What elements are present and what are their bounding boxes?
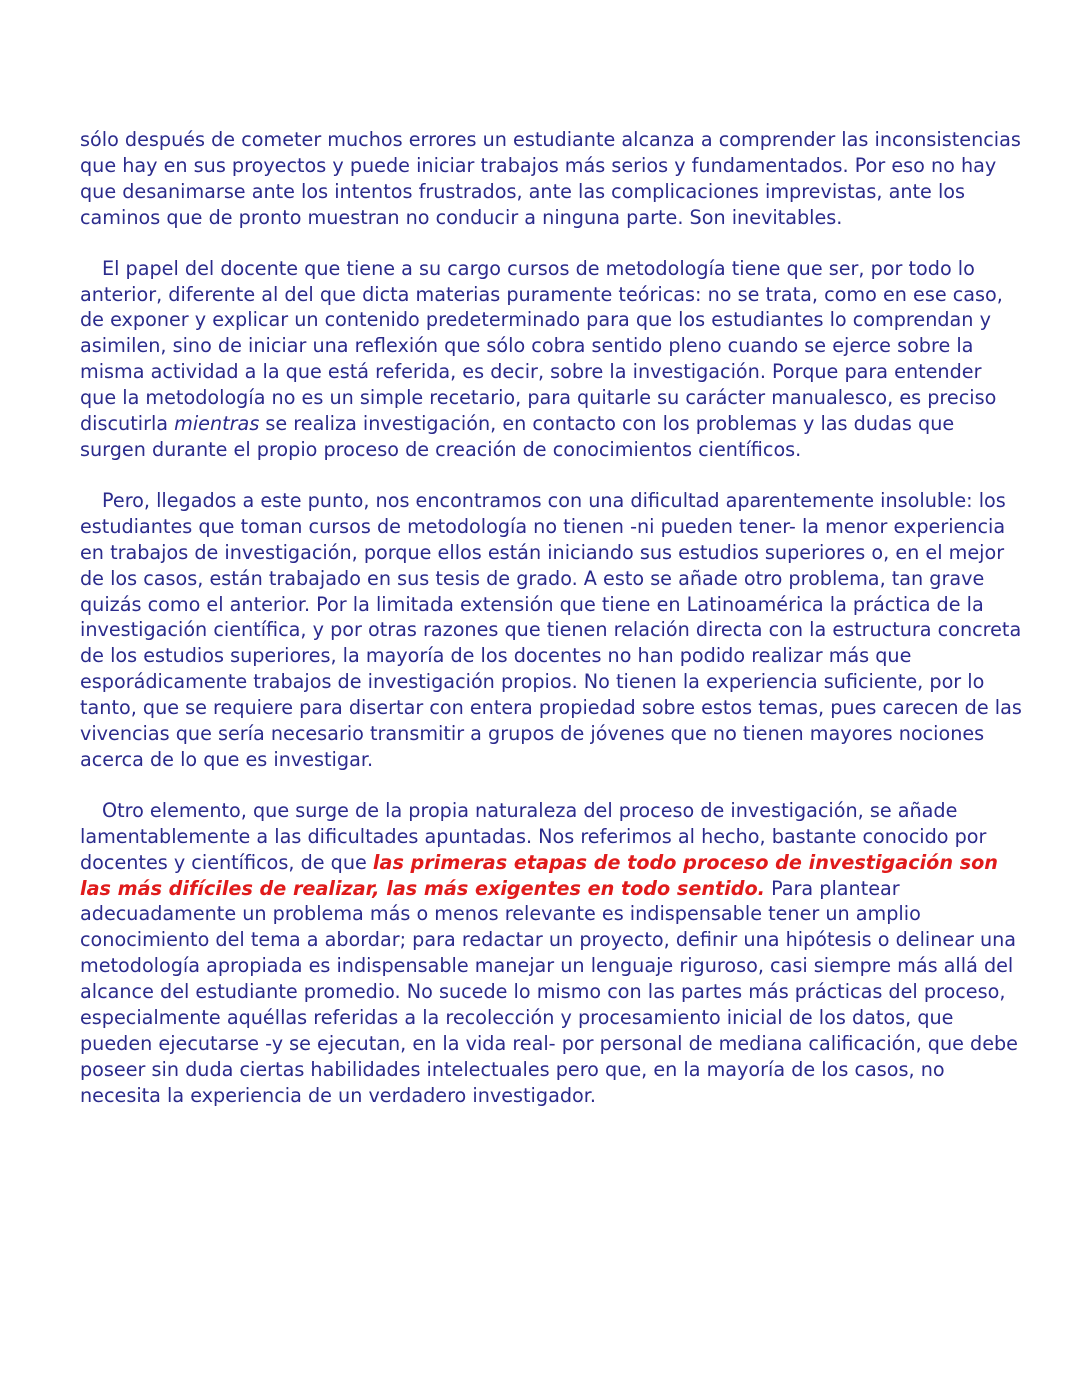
paragraph-3-text: Pero, llegados a este punto, nos encontramos con una dificultad aparentemente insoluble: los estudiantes que toman cursos de metodología no tienen -ni pueden tener- la menor experiencia en trabajos de investigación, porque ellos están iniciando sus estudios superiores o, en el mejor de los casos, están trabajado en sus tesis de grado. A esto se añade otro problema, tan grave quizás como el anterior. Por la limitada extensión que tiene en Latinoamérica la práctica de la investigación científica, y por otras razones que tienen relación directa con la estructura concreta de los estudios superiores, la mayoría de los docentes no han podido realizar más que esporádicamente trabajos de investigación propios. No tienen la experiencia suficiente, por lo tanto, que se requiere para disertar con entera propiedad sobre estos temas, pues carecen de las vivencias que sería necesario transmitir a grupos de jóvenes que no tienen mayores nociones acerca de lo que es investigar. xyxy=(80,488,1022,771)
paragraph-2 xyxy=(80,256,1022,463)
paragraph-4-text-after: Para plantear adecuadamente un problema más o menos relevante es indispensable tener un amplio conocimiento del tema a abordar; para redactar un proyecto, definir una hipótesis o delinear una metodología apropiada es indispensable manejar un lenguaje riguroso, casi siempre más allá del alcance del estudiante promedio. No sucede lo mismo con las partes más prácticas del proceso, especialmente aquéllas referidas a la recolección y procesamiento inicial de los datos, que pueden ejecutarse -y se ejecutan, en la vida real- por personal de mediana calificación, que debe poseer sin duda ciertas habilidades intelectuales pero que, en la mayoría de los casos, no necesita la experiencia de un verdadero investigador. xyxy=(80,876,1018,1107)
paragraph-4 xyxy=(80,798,1022,1109)
paragraph-1 xyxy=(80,127,1022,231)
paragraph-2-italic-word: mientras xyxy=(174,412,260,436)
paragraph-4-text-before: Otro elemento, que surge de la propia naturaleza del proceso de investigación, se añade lamentablemente a las dificultades apuntadas. Nos referimos al hecho, bastante conocido por docentes y científicos, de que xyxy=(80,798,987,874)
paragraph-1-text: sólo después de cometer muchos errores un estudiante alcanza a comprender las inconsistencias que hay en sus proyectos y puede iniciar trabajos más serios y fundamentados. Por eso no hay que desanimarse ante los intentos frustrados, ante las complicaciones imprevistas, ante los caminos que de pronto muestran no conducir a ninguna parte. Son inevitables. xyxy=(80,128,1021,229)
paragraph-4-highlight: las primeras etapas de todo proceso de investigación son las más difíciles de realizar, las más exigentes en todo sentido. xyxy=(80,850,998,900)
document-page xyxy=(80,127,1022,1134)
paragraph-3 xyxy=(80,488,1022,773)
paragraph-2-text-before: El papel del docente que tiene a su cargo cursos de metodología tiene que ser, por todo lo anterior, diferente al del que dicta materias puramente teóricas: no se trata, como en ese caso, de exponer y explicar un contenido predeterminado para que los estudiantes lo comprendan y asimilen, sino de iniciar una reflexión que sólo cobra sentido pleno cuando se ejerce sobre la misma actividad a la que está referida, es decir, sobre la investigación. Porque para entender que la metodología no es un simple recetario, para quitarle su carácter manualesco, es preciso discutirla xyxy=(80,256,1003,436)
paragraph-2-text-after: se realiza investigación, en contacto con los problemas y las dudas que surgen durante el propio proceso de creación de conocimientos científicos. xyxy=(80,412,955,461)
